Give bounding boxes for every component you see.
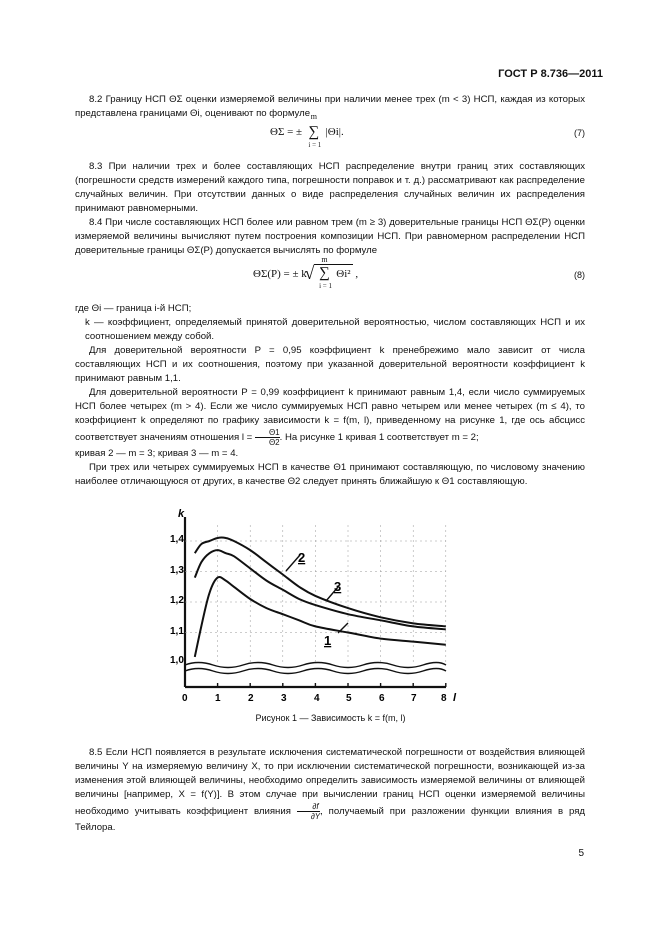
formula-8-sum-top: m bbox=[321, 255, 328, 264]
formula-8-sum-sign: ∑ bbox=[319, 265, 330, 281]
y-axis-label: k bbox=[178, 508, 185, 520]
y-tick-label-1-4: 1,4 bbox=[170, 534, 184, 545]
formula-7-number: (7) bbox=[574, 128, 585, 138]
paragraph-8-3: 8.3 При наличии трех и более составляющих НСП распределение внутри границ этих составляющих (погрешности средств измерений каждого типа, погрешности поправок и т. д.) рассматривают как распределение случайных величин. При отсутствии данных о виде распределения случайных величин их распределения принимают равномерными. bbox=[75, 161, 585, 214]
paragraph-theta-choice: При трех или четырех суммируемых НСП в качестве Θ1 принимают составляющую, по числовому значению наиболее отличающуюся от других, в качестве Θ2 следует принять ближайшую к Θ1 составляющую. bbox=[75, 462, 585, 487]
formula-8 bbox=[253, 255, 359, 290]
formula-7-sum-bottom: i = 1 bbox=[308, 141, 322, 149]
figure-1-chart bbox=[168, 505, 460, 710]
x-axis-label: l bbox=[453, 692, 457, 704]
curve-2-label: 2 bbox=[298, 550, 306, 565]
x-tick-label-2: 2 bbox=[248, 693, 254, 704]
y-tick-label-1-0: 1,0 bbox=[170, 655, 184, 666]
ratio-denominator: Θ2 bbox=[268, 438, 280, 447]
formula-8-lhs: ΘΣ(P) = ± k bbox=[253, 268, 307, 280]
x-tick-label-8: 8 bbox=[441, 693, 447, 704]
curve-1-label: 1 bbox=[324, 633, 332, 648]
x-tick-label-4: 4 bbox=[314, 693, 320, 704]
paragraph-k-099-b: . На рисунке 1 кривая 1 соответствует m = 2; bbox=[279, 432, 479, 444]
formula-7-lhs: ΘΣ = ± bbox=[270, 126, 303, 139]
document-header: ГОСТ Р 8.736—2011 bbox=[498, 68, 603, 80]
formula-7-sum-top: m bbox=[310, 112, 317, 121]
derivative-numerator: ∂f bbox=[297, 802, 320, 812]
axis-break-lower bbox=[185, 669, 446, 674]
page-number: 5 bbox=[578, 848, 584, 859]
paragraph-k-099 bbox=[75, 386, 585, 447]
where-line-2: k — коэффициент, определяемый принятой доверительной вероятностью, числом составляющих НСП и их соотношением между собой. bbox=[85, 317, 585, 342]
paragraph-8-4: 8.4 При числе составляющих НСП более или равном трем (m ≥ 3) доверительные границы НСП ΘΣ(P) оценки измеряемой величины вычисляют путем построения композиции НСП. При равномерном распределении НСП доверительные границы ΘΣ(P) допускается вычислять по формуле bbox=[75, 217, 585, 256]
paragraph-8-5 bbox=[75, 746, 585, 835]
formula-7-body: |Θi|. bbox=[325, 126, 344, 139]
x-tick-label-6: 6 bbox=[379, 693, 385, 704]
formula-8-body: Θi² bbox=[336, 268, 351, 280]
paragraph-8-2: 8.2 Границу НСП ΘΣ оценки измеряемой величины при наличии менее трех (m < 3) НСП, каждая из которых представлена границами Θi, оценивают по формуле bbox=[75, 94, 585, 119]
curve-1-line bbox=[195, 577, 446, 657]
y-tick-label-1-3: 1,3 bbox=[170, 565, 184, 576]
paragraph-k-099-a: Для доверительной вероятности P = 0,99 коэффициент k принимают равным 1,4, если число суммируемых НСП более четырех (m > 4). Если же число суммируемых НСП равно четырем или менее четырех (m ≤ 4), то коэффициент k определяют по графику зависимости k = f(m, l), приведенному на рисунке 1, где ось абсцисс соответствует значениям отношения l = bbox=[75, 387, 585, 444]
y-tick-label-1-2: 1,2 bbox=[170, 595, 184, 606]
formula-7-sum-sign: ∑ bbox=[308, 124, 320, 140]
paragraph-curves: кривая 2 — m = 3; кривая 3 — m = 4. bbox=[75, 448, 239, 459]
derivative-denominator: ∂Y bbox=[310, 812, 321, 821]
ratio-numerator: Θ1 bbox=[255, 428, 280, 438]
figure-1 bbox=[168, 505, 460, 710]
paragraph-k-095: Для доверительной вероятности P = 0,95 коэффициент k пренебрежимо мало зависит от числа составляющих НСП и их соотношения, поэтому при указанной доверительной вероятности коэффициент k принимают равным 1,1. bbox=[75, 345, 585, 384]
curve-3-line bbox=[195, 538, 446, 627]
where-line-1: где Θi — граница i-й НСП; bbox=[75, 303, 192, 314]
x-tick-label-1: 1 bbox=[215, 693, 221, 704]
paragraph-8-5-b: , получаемый при разложении функции влияния в ряд Тейлора. bbox=[75, 806, 585, 833]
x-tick-label-7: 7 bbox=[411, 693, 417, 704]
formula-8-tail: , bbox=[355, 268, 359, 280]
formula-8-number: (8) bbox=[574, 270, 585, 280]
figure-1-caption: Рисунок 1 — Зависимость k = f(m, l) bbox=[255, 713, 406, 723]
formula-7 bbox=[270, 112, 344, 149]
axis-break-upper bbox=[185, 663, 446, 668]
x-tick-label-0: 0 bbox=[182, 693, 188, 704]
curve-2-line bbox=[195, 550, 446, 629]
formula-8-sum-bottom: i = 1 bbox=[319, 282, 332, 290]
paragraph-8-5-a: 8.5 Если НСП появляется в результате исключения систематической погрешности от воздействия влияющей величины Y на измеряемую величину X, то при исключении систематической погрешности, возникающей из-за изменения этой влияющей величины, необходимо определить зависимость измеряемой величины от влияющей величины [например, X = f(Y)]. В этом случае при вычислении границ НСП оценки измеряемой величины необходимо учитывать коэффициент влияния bbox=[75, 747, 585, 818]
x-tick-label-5: 5 bbox=[346, 693, 352, 704]
sqrt-sign-icon: √ bbox=[304, 263, 315, 283]
x-tick-label-3: 3 bbox=[281, 693, 287, 704]
curve-3-label: 3 bbox=[334, 579, 342, 594]
y-tick-label-1-1: 1,1 bbox=[170, 626, 184, 637]
